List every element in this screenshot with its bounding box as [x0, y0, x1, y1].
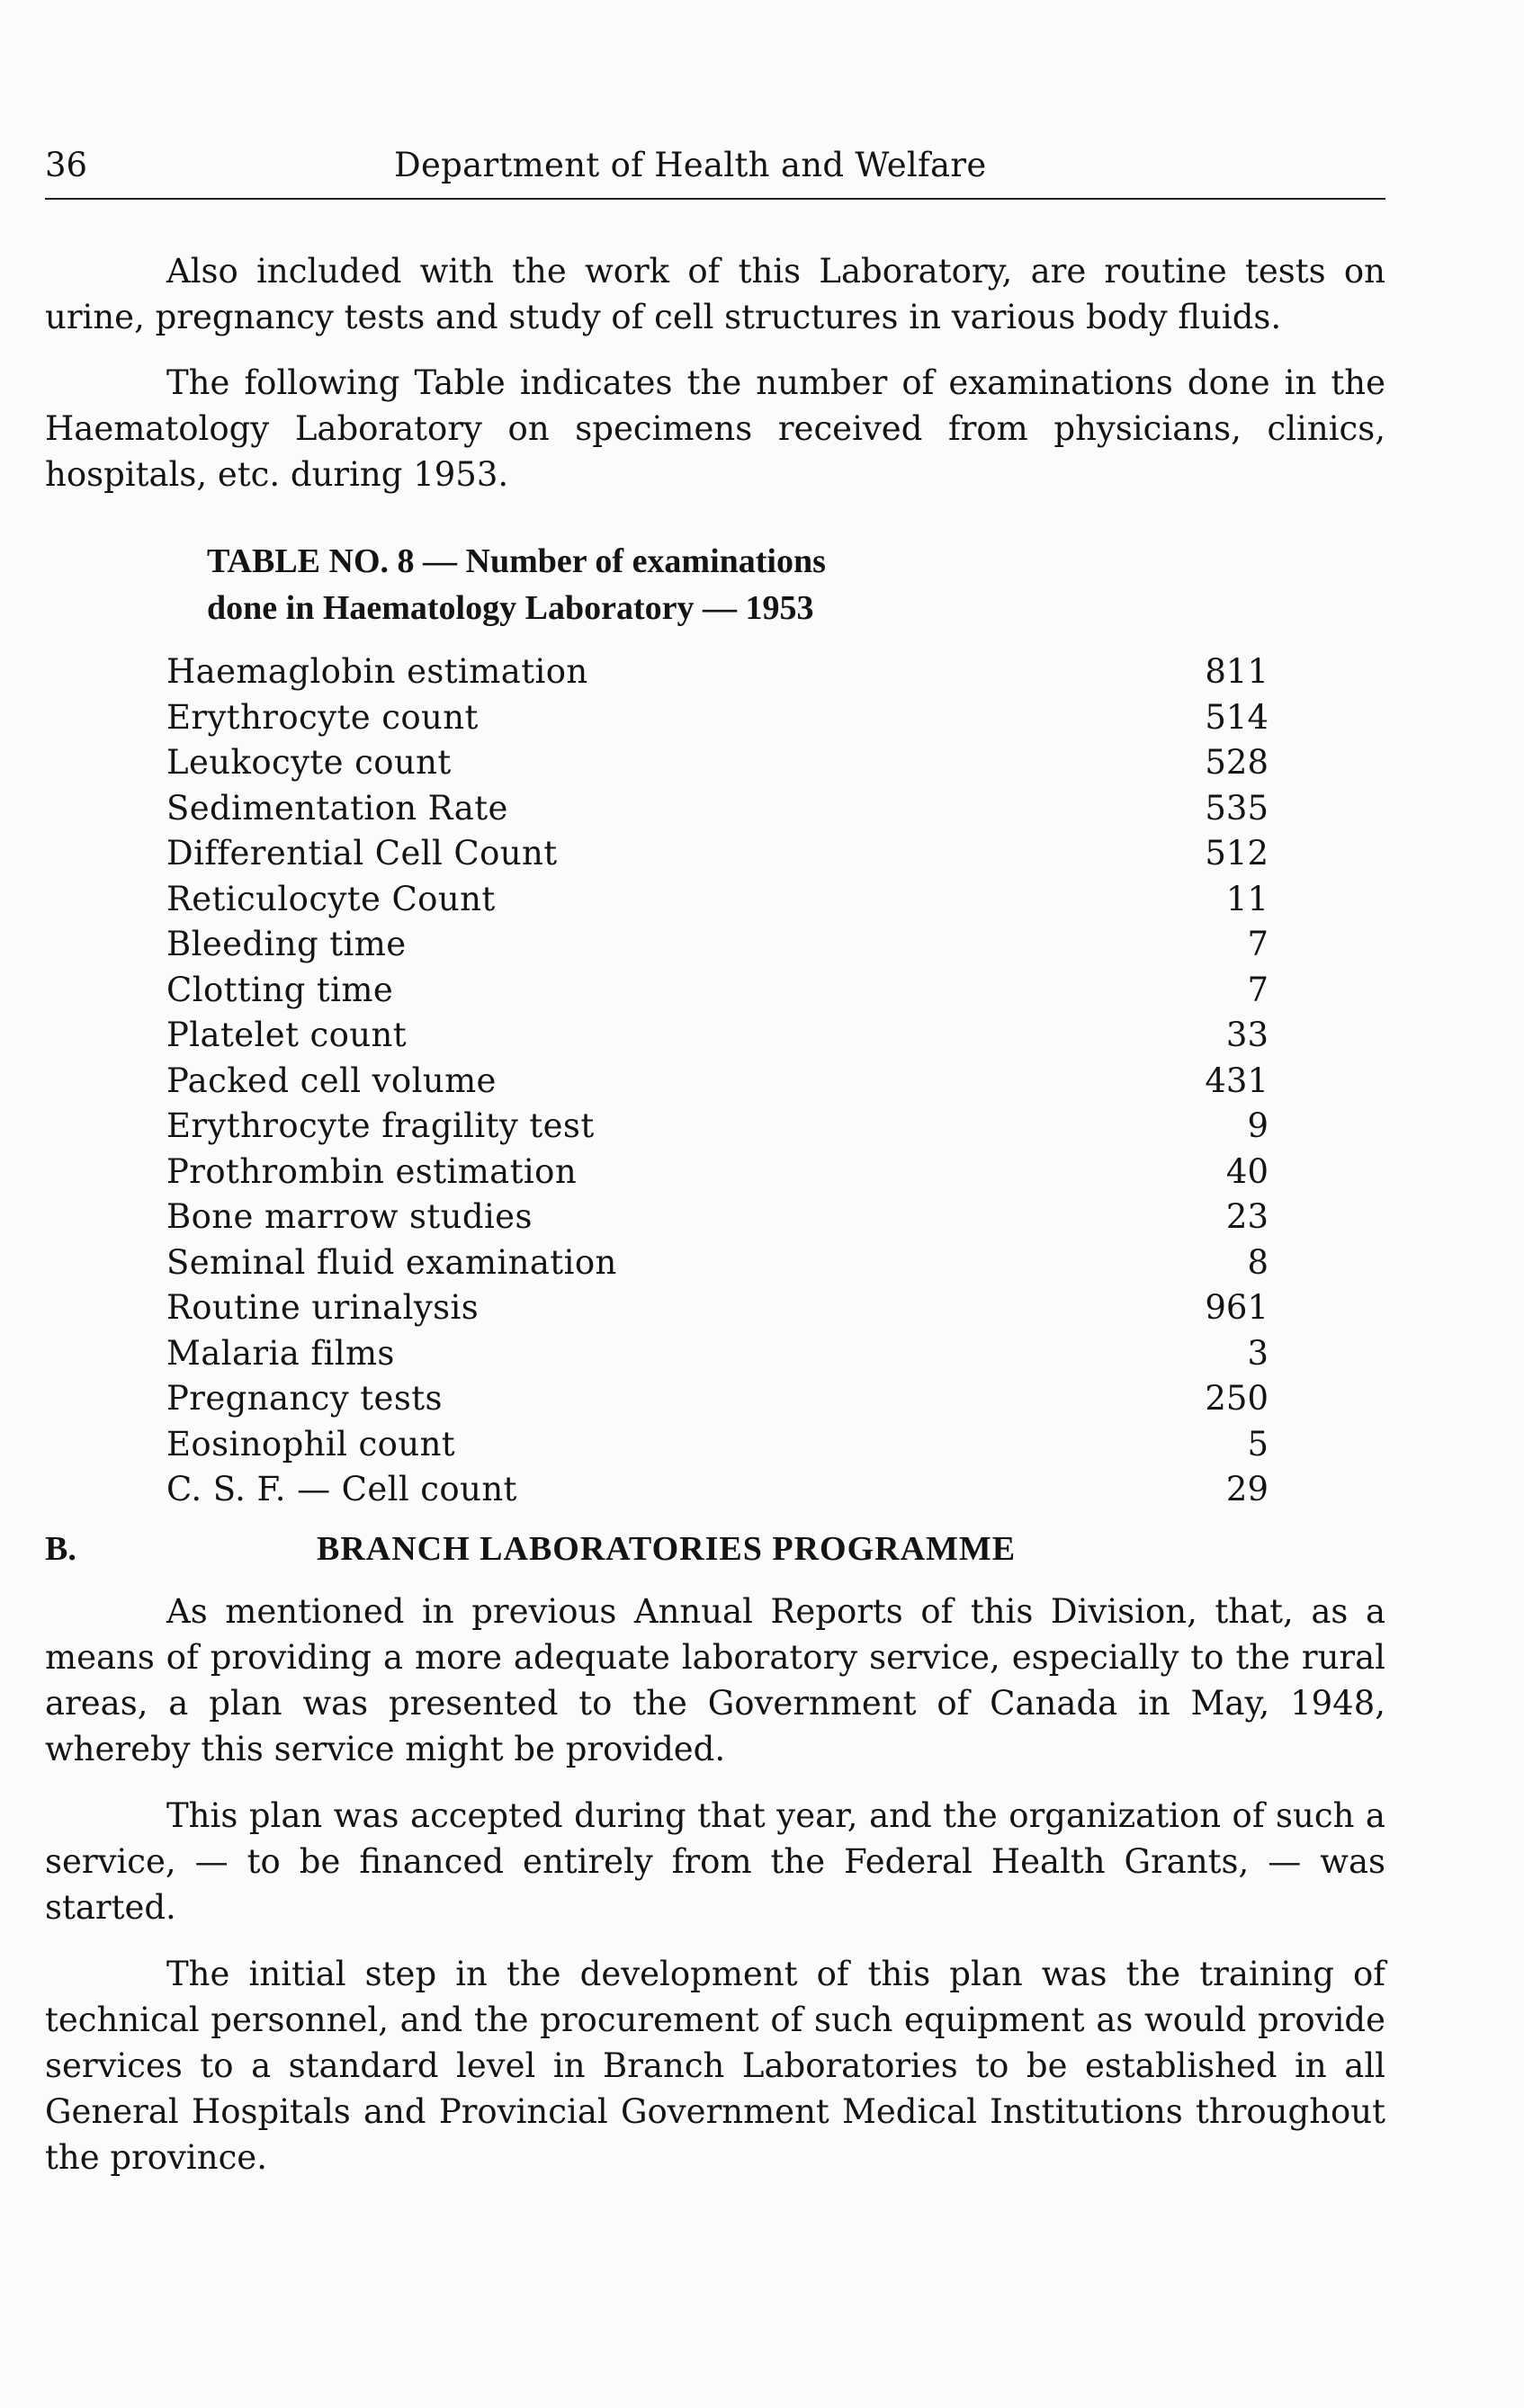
- examination-label: Eosinophil count: [166, 1424, 456, 1464]
- examination-label: Bleeding time: [166, 925, 407, 963]
- table-row: [166, 1059, 1269, 1105]
- header-title: Department of Health and Welfare: [394, 146, 987, 184]
- table-title-line-2: done in Haematology Laboratory — 1953: [207, 589, 814, 627]
- examination-label: C. S. F. — Cell count: [166, 1470, 517, 1508]
- examination-count: 7: [1247, 925, 1269, 963]
- paragraph-branch-1: As mentioned in previous Annual Reports of this Division, that, as a means of providing a more adequate laboratory service, especially to the rural areas, a plan was presented to the Government of Canada in May, 1948, whereby this service might be provided.: [45, 1592, 1385, 1768]
- examination-label: Seminal fluid examination: [166, 1242, 617, 1282]
- table-row: [166, 877, 1269, 923]
- paragraph-branch-3: The initial step in the development of this plan was the training of technical personnel, and the procurement of such equipment as would provide services to a standard level in Branch Laboratories to be established in all General Hospitals and Provincial Government Medical Institutions throughout the province.: [45, 1955, 1385, 2177]
- table-row: [166, 1150, 1269, 1195]
- examination-label: Platelet count: [166, 1016, 408, 1054]
- examination-label: Packed cell volume: [166, 1061, 497, 1100]
- table-row: [166, 1195, 1269, 1240]
- table-row: [166, 922, 1269, 968]
- table-row: [166, 1240, 1269, 1286]
- table-row: [166, 1331, 1269, 1377]
- section-heading: [45, 1529, 1385, 1576]
- examination-label: Differential Cell Count: [166, 834, 558, 873]
- examination-count: 7: [1247, 970, 1269, 1009]
- examination-label: Reticulocyte Count: [166, 879, 496, 918]
- paragraph-intro: Also included with the work of this Laboratory, are routine tests on urine, pregnancy tests and study of cell structures in various body fluids.: [45, 252, 1385, 336]
- table-row: [166, 695, 1269, 741]
- section-letter: B.: [45, 1530, 76, 1568]
- table-row: [166, 740, 1269, 786]
- examination-count: 9: [1247, 1106, 1269, 1145]
- examination-label: Haemaglobin estimation: [166, 652, 588, 691]
- examination-label: Bone marrow studies: [166, 1197, 533, 1236]
- examination-count: 8: [1247, 1242, 1269, 1282]
- examination-count: 431: [1205, 1061, 1269, 1100]
- examination-count: 29: [1225, 1470, 1269, 1508]
- header-rule: [45, 198, 1385, 200]
- paragraph-table-intro: The following Table indicates the number of examinations done in the Haematology Laboratory on specimens received from physicians, clinics, hospitals, etc. during 1953.: [45, 363, 1385, 494]
- examination-label: Prothrombin estimation: [166, 1151, 578, 1191]
- examination-label: Pregnancy tests: [166, 1379, 443, 1418]
- examination-count: 3: [1247, 1333, 1269, 1373]
- examination-label: Routine urinalysis: [166, 1288, 480, 1327]
- table-row: [166, 649, 1269, 695]
- examination-count: 811: [1205, 652, 1269, 691]
- examination-count: 23: [1225, 1197, 1269, 1236]
- table-row: [166, 968, 1269, 1014]
- examination-label: Erythrocyte count: [166, 697, 479, 737]
- examination-count: 512: [1205, 834, 1269, 873]
- paragraph-branch-2: This plan was accepted during that year, and the organization of such a service, — to be financed entirely from the Federal Health Grants, — was started.: [45, 1796, 1385, 1927]
- table-row: [166, 1422, 1269, 1468]
- examination-label: Malaria films: [166, 1333, 395, 1373]
- section-title: BRANCH LABORATORIES PROGRAMME: [317, 1530, 1017, 1568]
- table-row: [166, 1104, 1269, 1150]
- table-title: [207, 538, 1197, 631]
- examination-label: Clotting time: [166, 970, 394, 1009]
- examination-label: Sedimentation Rate: [166, 788, 508, 828]
- table-row: [166, 1013, 1269, 1059]
- examination-count: 535: [1205, 788, 1269, 828]
- examination-count: 514: [1205, 697, 1269, 737]
- table-row: [166, 831, 1269, 877]
- examination-count: 528: [1205, 743, 1269, 782]
- table-row: [166, 786, 1269, 832]
- examination-count: 11: [1225, 879, 1269, 918]
- examination-count: 250: [1205, 1379, 1269, 1418]
- examination-label: Leukocyte count: [166, 743, 452, 782]
- table-row: [166, 1285, 1269, 1331]
- examination-count: 961: [1205, 1288, 1269, 1327]
- table-row: [166, 1467, 1269, 1513]
- examination-count: 5: [1247, 1424, 1269, 1464]
- running-head: [45, 146, 1385, 196]
- page-number: 36: [45, 146, 88, 184]
- examinations-table: [166, 649, 1269, 1513]
- examination-label: Erythrocyte fragility test: [166, 1106, 595, 1145]
- examination-count: 40: [1225, 1151, 1269, 1191]
- examination-count: 33: [1225, 1016, 1269, 1054]
- table-row: [166, 1376, 1269, 1422]
- table-title-line-1: TABLE NO. 8 — Number of examinations: [207, 542, 826, 580]
